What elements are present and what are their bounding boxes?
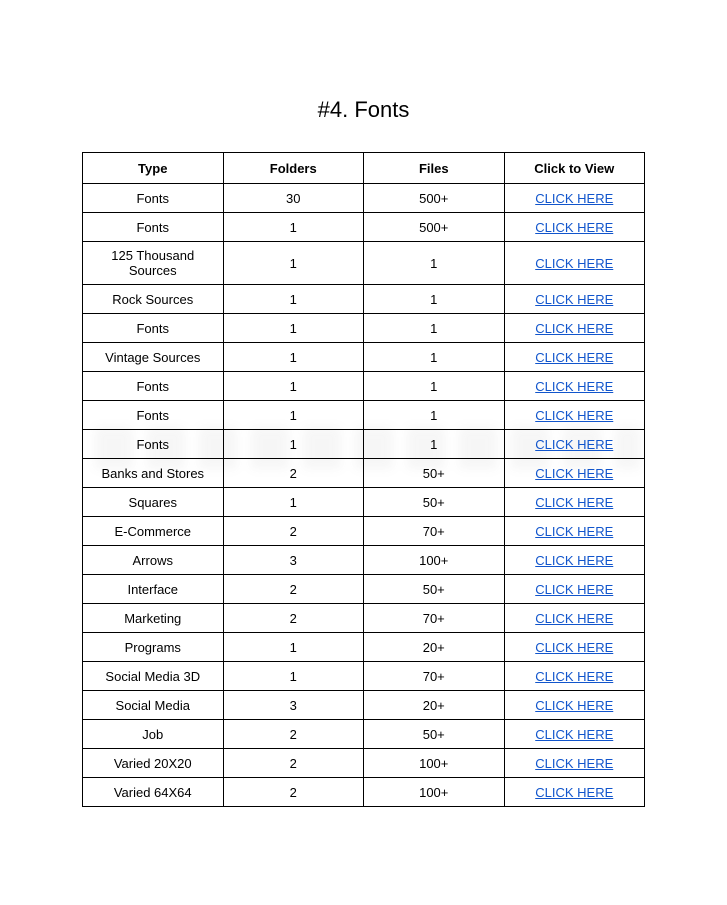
link-cell bbox=[504, 517, 645, 546]
files-cell: 50+ bbox=[364, 720, 505, 749]
click-here-link[interactable]: CLICK HERE bbox=[535, 726, 614, 742]
type-label: Arrows bbox=[132, 552, 173, 568]
files-cell: 500+ bbox=[364, 184, 505, 213]
table-row bbox=[83, 488, 645, 517]
type-cell bbox=[83, 633, 224, 662]
table-row bbox=[83, 459, 645, 488]
click-here-link[interactable]: CLICK HERE bbox=[535, 755, 614, 771]
header-folders: Folders bbox=[223, 153, 364, 184]
type-cell bbox=[83, 488, 224, 517]
files-cell: 100+ bbox=[364, 546, 505, 575]
folders-cell: 1 bbox=[223, 372, 364, 401]
type-cell bbox=[83, 749, 224, 778]
type-cell bbox=[83, 372, 224, 401]
files-cell: 1 bbox=[364, 242, 505, 285]
folders-cell: 1 bbox=[223, 213, 364, 242]
table-row bbox=[83, 749, 645, 778]
link-cell bbox=[504, 285, 645, 314]
link-cell bbox=[504, 430, 645, 459]
table-row bbox=[83, 604, 645, 633]
files-cell: 50+ bbox=[364, 459, 505, 488]
link-cell bbox=[504, 691, 645, 720]
type-cell bbox=[83, 691, 224, 720]
folders-cell: 2 bbox=[223, 459, 364, 488]
folders-cell: 2 bbox=[223, 749, 364, 778]
table-body bbox=[83, 184, 645, 807]
folders-cell: 2 bbox=[223, 604, 364, 633]
folders-cell: 2 bbox=[223, 517, 364, 546]
link-cell bbox=[504, 662, 645, 691]
table-row bbox=[83, 285, 645, 314]
table-row bbox=[83, 662, 645, 691]
table-row bbox=[83, 184, 645, 213]
table-row bbox=[83, 517, 645, 546]
files-cell: 50+ bbox=[364, 488, 505, 517]
type-label: Programs bbox=[124, 639, 181, 655]
folders-cell: 1 bbox=[223, 430, 364, 459]
link-cell bbox=[504, 749, 645, 778]
click-here-link[interactable]: CLICK HERE bbox=[535, 639, 614, 655]
type-cell bbox=[83, 242, 224, 285]
files-cell: 20+ bbox=[364, 633, 505, 662]
folders-cell: 2 bbox=[223, 575, 364, 604]
files-cell: 70+ bbox=[364, 662, 505, 691]
fonts-table bbox=[82, 152, 645, 807]
files-cell: 20+ bbox=[364, 691, 505, 720]
table-row bbox=[83, 633, 645, 662]
click-here-link[interactable]: CLICK HERE bbox=[535, 291, 614, 307]
table-row bbox=[83, 242, 645, 285]
header-click-to-view: Click to View bbox=[504, 153, 645, 184]
link-cell bbox=[504, 633, 645, 662]
files-cell: 1 bbox=[364, 314, 505, 343]
header-type: Type bbox=[83, 153, 224, 184]
link-cell bbox=[504, 575, 645, 604]
type-cell bbox=[83, 517, 224, 546]
type-cell bbox=[83, 184, 224, 213]
header-files: Files bbox=[364, 153, 505, 184]
table-row bbox=[83, 430, 645, 459]
type-cell bbox=[83, 575, 224, 604]
files-cell: 100+ bbox=[364, 778, 505, 807]
files-cell: 70+ bbox=[364, 517, 505, 546]
table-row bbox=[83, 343, 645, 372]
click-here-link[interactable]: CLICK HERE bbox=[535, 494, 614, 510]
click-here-link[interactable]: CLICK HERE bbox=[535, 697, 614, 713]
files-cell: 1 bbox=[364, 430, 505, 459]
type-label: Fonts bbox=[136, 407, 169, 423]
click-here-link[interactable]: CLICK HERE bbox=[535, 255, 614, 271]
folders-cell: 1 bbox=[223, 633, 364, 662]
type-label: Interface bbox=[127, 581, 179, 597]
type-label: E-Commerce bbox=[114, 523, 192, 539]
click-here-link[interactable]: CLICK HERE bbox=[535, 581, 614, 597]
type-label: Fonts bbox=[136, 320, 169, 336]
click-here-link[interactable]: CLICK HERE bbox=[535, 219, 614, 235]
table-row bbox=[83, 575, 645, 604]
click-here-link[interactable]: CLICK HERE bbox=[535, 465, 614, 481]
table-row bbox=[83, 372, 645, 401]
type-cell bbox=[83, 778, 224, 807]
table-row bbox=[83, 401, 645, 430]
link-cell bbox=[504, 184, 645, 213]
type-label: Vintage Sources bbox=[105, 349, 201, 365]
type-cell bbox=[83, 546, 224, 575]
link-cell bbox=[504, 778, 645, 807]
type-label: Job bbox=[142, 726, 164, 742]
page-title: #4. Fonts bbox=[317, 97, 410, 122]
type-label: Banks and Stores bbox=[101, 465, 205, 481]
type-label: Rock Sources bbox=[112, 291, 194, 307]
type-label: Social Media bbox=[115, 697, 190, 713]
type-label: Social Media 3D bbox=[105, 668, 201, 684]
click-here-link[interactable]: CLICK HERE bbox=[535, 190, 614, 206]
files-cell: 1 bbox=[364, 401, 505, 430]
link-cell bbox=[504, 401, 645, 430]
type-cell bbox=[83, 604, 224, 633]
folders-cell: 2 bbox=[223, 778, 364, 807]
click-here-link[interactable]: CLICK HERE bbox=[535, 349, 614, 365]
table-row bbox=[83, 314, 645, 343]
type-cell bbox=[83, 401, 224, 430]
folders-cell: 1 bbox=[223, 401, 364, 430]
type-label: Varied 64X64 bbox=[113, 784, 192, 800]
folders-cell: 1 bbox=[223, 488, 364, 517]
link-cell bbox=[504, 720, 645, 749]
folders-cell: 2 bbox=[223, 720, 364, 749]
click-here-link[interactable]: CLICK HERE bbox=[535, 668, 614, 684]
link-cell bbox=[504, 242, 645, 285]
files-cell: 50+ bbox=[364, 575, 505, 604]
type-label: Fonts bbox=[136, 436, 169, 452]
type-label: Varied 20X20 bbox=[113, 755, 192, 771]
type-cell bbox=[83, 662, 224, 691]
link-cell bbox=[504, 372, 645, 401]
type-label: Squares bbox=[128, 494, 177, 510]
link-cell bbox=[504, 488, 645, 517]
table-header bbox=[83, 153, 645, 184]
type-cell bbox=[83, 459, 224, 488]
click-here-link[interactable]: CLICK HERE bbox=[535, 320, 614, 336]
table-row bbox=[83, 546, 645, 575]
folders-cell: 3 bbox=[223, 546, 364, 575]
folders-cell: 1 bbox=[223, 242, 364, 285]
files-cell: 1 bbox=[364, 372, 505, 401]
files-cell: 1 bbox=[364, 285, 505, 314]
link-cell bbox=[504, 459, 645, 488]
files-cell: 1 bbox=[364, 343, 505, 372]
files-cell: 500+ bbox=[364, 213, 505, 242]
table-row bbox=[83, 778, 645, 807]
click-here-link[interactable]: CLICK HERE bbox=[535, 378, 614, 394]
table-row bbox=[83, 691, 645, 720]
click-here-link[interactable]: CLICK HERE bbox=[535, 407, 614, 423]
type-label: 125 Thousand Sources bbox=[111, 248, 195, 278]
click-here-link[interactable]: CLICK HERE bbox=[535, 523, 614, 539]
type-cell bbox=[83, 430, 224, 459]
table-row bbox=[83, 213, 645, 242]
link-cell bbox=[504, 604, 645, 633]
folders-cell: 1 bbox=[223, 343, 364, 372]
table-row bbox=[83, 720, 645, 749]
type-label: Fonts bbox=[136, 378, 169, 394]
header-row bbox=[83, 153, 645, 184]
link-cell bbox=[504, 213, 645, 242]
type-cell bbox=[83, 314, 224, 343]
link-cell bbox=[504, 546, 645, 575]
folders-cell: 1 bbox=[223, 314, 364, 343]
type-cell bbox=[83, 343, 224, 372]
click-here-link[interactable]: CLICK HERE bbox=[535, 552, 614, 568]
folders-cell: 1 bbox=[223, 285, 364, 314]
click-here-link[interactable]: CLICK HERE bbox=[535, 610, 614, 626]
type-cell bbox=[83, 720, 224, 749]
click-here-link[interactable]: CLICK HERE bbox=[535, 436, 614, 452]
link-cell bbox=[504, 314, 645, 343]
files-cell: 70+ bbox=[364, 604, 505, 633]
folders-cell: 3 bbox=[223, 691, 364, 720]
type-label: Fonts bbox=[136, 219, 169, 235]
type-cell bbox=[83, 285, 224, 314]
type-label: Marketing bbox=[124, 610, 182, 626]
link-cell bbox=[504, 343, 645, 372]
files-cell: 100+ bbox=[364, 749, 505, 778]
type-label: Fonts bbox=[136, 190, 169, 206]
folders-cell: 30 bbox=[223, 184, 364, 213]
click-here-link[interactable]: CLICK HERE bbox=[535, 784, 614, 800]
folders-cell: 1 bbox=[223, 662, 364, 691]
type-cell bbox=[83, 213, 224, 242]
